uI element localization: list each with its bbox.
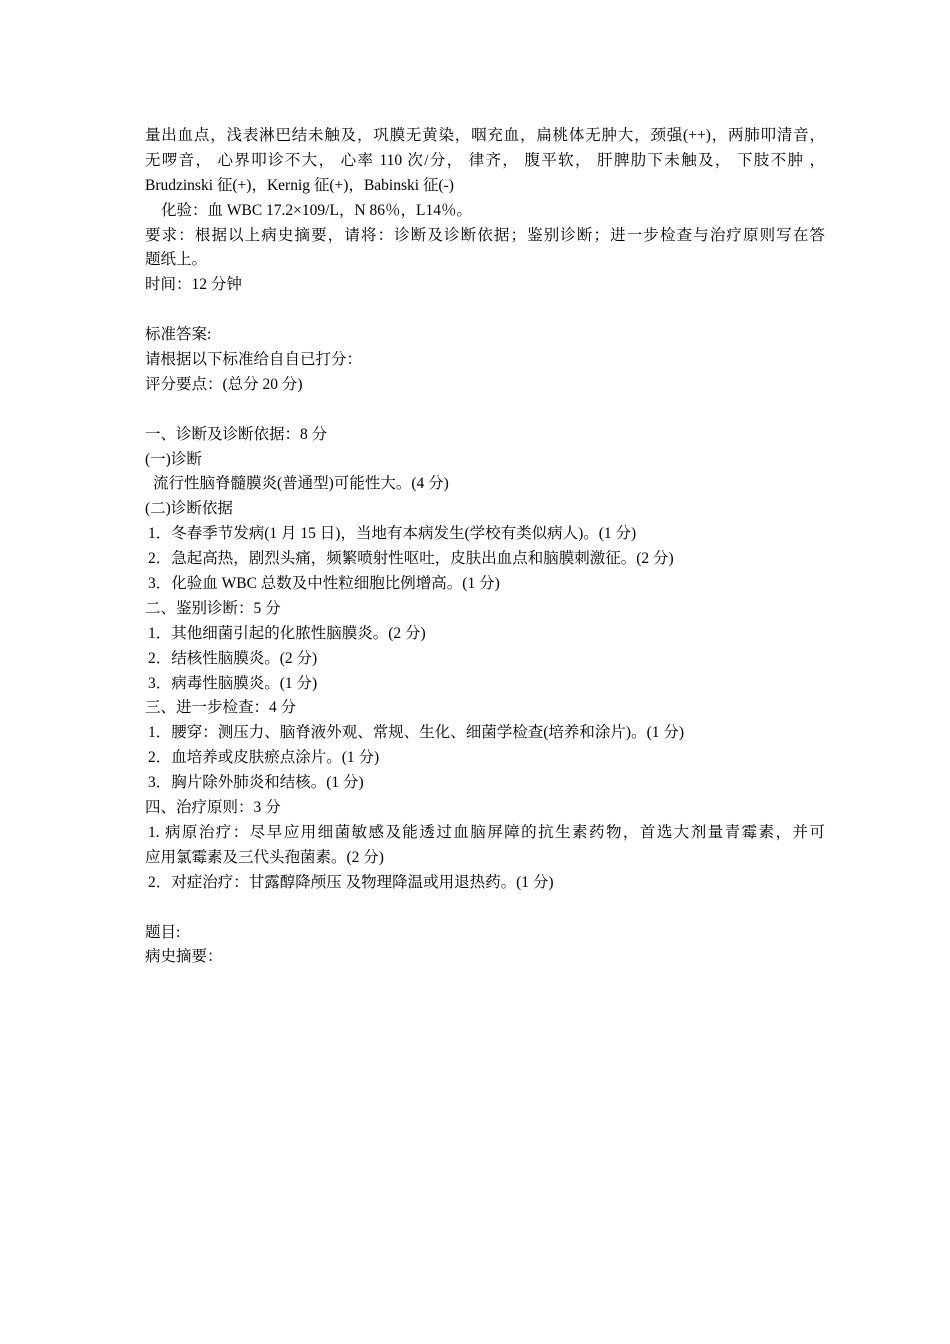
case-findings-line-3: Brudzinski 征(+)，Kernig 征(+)，Babinski 征(-) — [145, 176, 454, 194]
section-1-sub-1-title: (一)诊断 — [145, 450, 202, 468]
section-2-item: 1．其他细菌引起的化脓性脑膜炎。(2 分) — [148, 624, 426, 642]
self-score-instruction: 请根据以下标准给自自已打分： — [145, 351, 363, 369]
spacer — [145, 398, 825, 423]
section-2-item: 2．结核性脑膜炎。(2 分) — [148, 649, 318, 667]
section-2-item: 3．病毒性脑膜炎。(1 分) — [148, 674, 318, 692]
time-limit: 时间：12 分钟 — [145, 276, 242, 294]
section-4-item-2: 2．对症治疗：甘露醇降颅压 及物理降温或用退热药。(1 分) — [148, 873, 554, 891]
section-3-item: 2．血培养或皮肤瘀点涂片。(1 分) — [148, 749, 380, 767]
section-1-item: 3．化验血 WBC 总数及中性粒细胞比例增高。(1 分) — [148, 575, 500, 593]
section-4-title: 四、治疗原则：3 分 — [145, 799, 281, 817]
requirement-line-2: 题纸上。 — [145, 251, 208, 269]
requirement-line-1: 要求：根据以上病史摘要，请将：诊断及诊断依据；鉴别诊断；进一步检查与治疗原则写在答 — [145, 226, 825, 244]
answer-heading: 标准答案: — [145, 326, 212, 344]
section-3-title: 三、进一步检查：4 分 — [145, 699, 297, 717]
section-3-item: 3．胸片除外肺炎和结核。(1 分) — [148, 774, 364, 792]
document-page — [145, 124, 825, 970]
section-2-title: 二、鉴别诊断：5 分 — [145, 599, 281, 617]
section-1-item: 2．急起高热，剧烈头痛，频繁喷射性呕吐，皮肤出血点和脑膜刺激征。(2 分) — [148, 550, 674, 568]
case-findings-line-2: 无啰音， 心界叩诊不大， 心率 110 次/分， 律齐， 腹平软， 肝脾肋下未触及， 下肢不肿 ， — [145, 151, 825, 169]
history-summary-label: 病史摘要： — [145, 948, 223, 966]
section-3-item: 1．腰穿：测压力、脑脊液外观、常规、生化、细菌学检查(培养和涂片)。(1 分) — [148, 724, 685, 742]
section-4-item-1-line-1: 1. 病原治疗：尽早应用细菌敏感及能透过血脑屏障的抗生素药物，首选大剂量青霉素，并可 — [148, 823, 825, 841]
section-4-item-1-line-2: 应用氯霉素及三代头孢菌素。(2 分) — [145, 848, 384, 866]
section-1-sub-2-title: (二)诊断依据 — [145, 500, 233, 518]
case-findings-line-1: 量出血点，浅表淋巴结未触及，巩膜无黄染，咽充血，扁桃体无肿大，颈强(++)，两肺叩清音， — [145, 127, 825, 144]
lab-results: 化验：血 WBC 17.2×109/L，N 86％，L14％。 — [161, 201, 472, 219]
spacer — [145, 298, 825, 323]
question-heading: 题目: — [145, 923, 181, 941]
section-1-diagnosis: 流行性脑脊髓膜炎(普通型)可能性大。(4 分) — [153, 475, 449, 493]
scoring-points: 评分要点：(总分 20 分) — [145, 375, 303, 393]
section-1-item: 1．冬春季节发病(1 月 15 日)，当地有本病发生(学校有类似病人)。(1 分) — [148, 525, 637, 543]
spacer — [145, 896, 825, 921]
section-1-title: 一、诊断及诊断依据：8 分 — [145, 425, 328, 443]
